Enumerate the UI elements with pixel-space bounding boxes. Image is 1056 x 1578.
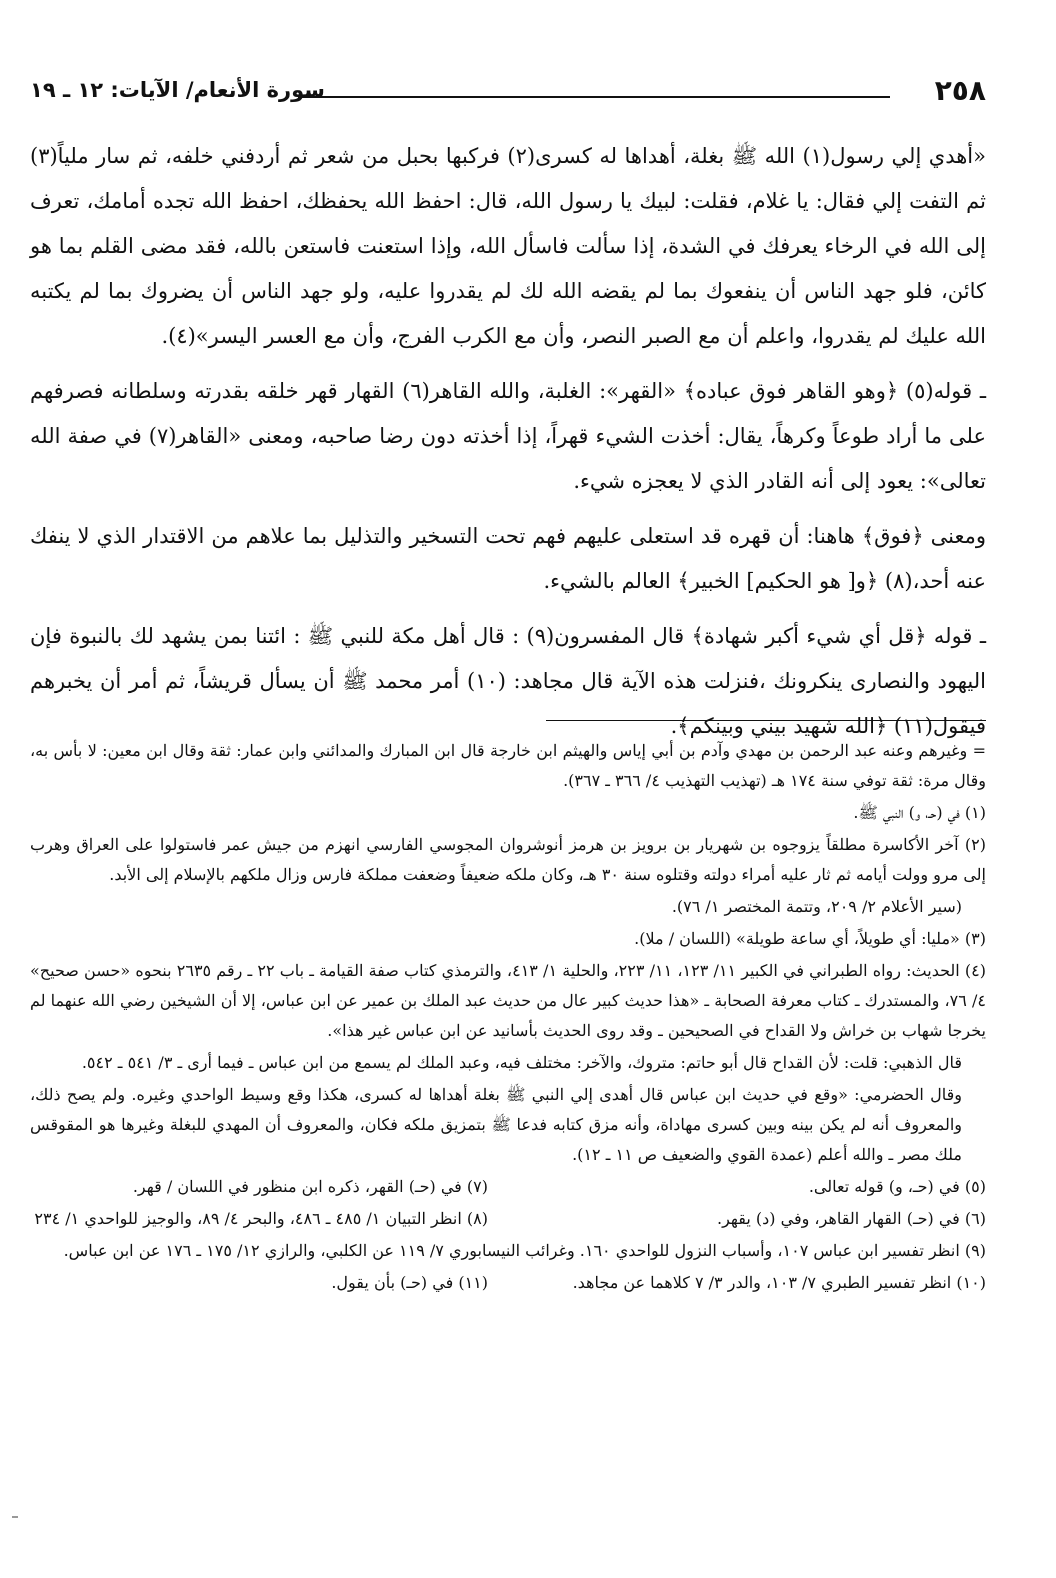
paragraph-qahir: ـ قوله(٥) ﴿وهو القاهر فوق عباده﴾ «القهر»: الغلبة، والله القاهر(٦) القهار قهر خلقه بقدرته وسلطانه فصرفهم على ما أراد طوعاً وكرهاً، يقال: أخذت الشيء قهراً، إذا أخذته دون رضا صاحبه، ومعنى «القاهر(٧) في صفة الله تعالى»: يعود إلى أنه القادر الذي لا يعجزه شيء. (30, 379, 986, 493)
footnote-10: (١٠) انظر تفسير الطبري ٧/ ١٠٣، والدر ٣/ ٧ كلاهما عن مجاهد. (572, 1273, 986, 1292)
paragraph-fawq: ومعنى ﴿فوق﴾ هاهنا: أن قهره قد استعلى عليهم فهم تحت التسخير والتذليل بما علاهم من الاقتدار الذي لا ينفك عنه أحد،(٨) ﴿و[ هو الحكيم] الخبير﴾ العالم بالشيء. (30, 524, 986, 593)
footnote-4-hadrami: وقال الحضرمي: «وقع في حديث ابن عباس قال أهدى إلي النبي ﷺ بغلة أهداها له كسرى، هكذا وقع وسيط الواحدي وغيره. ولم يصح ذلك، والمعروف أنه لم يكن بينه وبين كسرى مهاداة، وأنه مزق كتابه فدعا ﷺ بتمزيق ملكه فكان، والمعروف أن المهدي للبغلة وغيرها هو المقوقس ملك مصر ـ والله أعلم (عمدة القوي والضعيف ص ١١ ـ ١٢). (30, 1085, 962, 1164)
paragraph-hadith: «أهدي إلي رسول(١) الله ﷺ بغلة، أهداها له كسرى(٢) فركبها بحبل من شعر ثم أردفني خلفه، ثم سار ملياً(٣) ثم التفت إلي فقال: يا غلام، فقلت: لبيك يا رسول الله، قال: احفظ الله يحفظك، احفظ الله تجده أمامك، تعرف إلى الله في الرخاء يعرفك في الشدة، إذا سألت فاسأل الله، وإذا استعنت فاستعن بالله، فقد مضى القلم بما هو كائن، فلو جهد الناس أن ينفعوك بما لم يقضه الله لك لم يقدروا عليه، ولو جهد الناس أن يضروك بما لم يكتبه الله عليك لم يقدروا، واعلم أن مع الصبر النصر، وأن مع الكرب الفرج، وأن مع العسر اليسر»(٤). (30, 144, 986, 348)
footnote-5: (٥) في (حـ، و) قوله تعالى. (808, 1177, 986, 1196)
running-title: سورة الأنعام/ الآيات: ١٢ ـ ١٩ (30, 78, 325, 102)
footnote-row-6-8 (30, 1204, 986, 1234)
paragraph-shahada: ـ قوله ﴿قل أي شيء أكبر شهادة﴾ قال المفسرون(٩) : قال أهل مكة للنبي ﷺ : ائتنا بمن يشهد لك بالنبوة فإن اليهود والنصارى ينكرونك ،فنزلت هذه الآية قال مجاهد: (١٠) أمر محمد ﷺ أن يسأل قريشاً، ثم أمر أن يخبرهم فيقول(١١) ﴿الله شهيد بيني وبينكم﴾. (30, 624, 986, 738)
footnote-2: (٢) آخر الأكاسرة مطلقاً يزوجوه بن شهريار بن برويز بن هرمز أنوشروان المجوسي الفارسي انهزم من جيش عمر فاستولوا على العراق وهرب إلى مرو وولت أيامه ثم ثار عليه أمراء دولته وقتلوه سنة ٣٠ هـ، وكان ملكه ضعيفاً وضعفت مملكة فارس وزال ملكهم بالإسلام إلى الأبد. (30, 835, 986, 884)
footnote-3: (٣) «مليا: أي طويلاً، أي ساعة طويلة» (اللسان / ملا). (634, 929, 986, 948)
footnote-4-dhahabi: قال الذهبي: قلت: لأن القداح قال أبو حاتم: متروك، والآخر: مختلف فيه، وعبد الملك لم يسمع من ابن عباس ـ فيما أرى ـ ٣/ ٥٤١ ـ ٥٤٢. (81, 1053, 962, 1072)
footnote-1: (١) في (حـ، و) النبي ﷺ. (853, 803, 986, 822)
footnote-8: (٨) انظر التبيان ١/ ٤٨٥ ـ ٤٨٦، والبحر ٤/ ٨٩، والوجيز للواحدي ١/ ٢٣٤ (34, 1209, 488, 1228)
main-text (30, 134, 986, 759)
footnote-row-5-7 (30, 1172, 986, 1202)
scan-mark (12, 1516, 18, 1518)
footnote-11: (١١) في (حـ) بأن يقول. (331, 1273, 488, 1292)
page-header (30, 68, 986, 108)
footnote-row-10-11 (30, 1268, 986, 1298)
footnote-continuation: = وغيرهم وعنه عبد الرحمن بن مهدي وآدم بن أبي إياس والهيثم ابن خارجة قال ابن المبارك والمدائني وابن عمار: ثقة وقال ابن معين: لا بأس به، وقال مرة: ثقة توفي سنة ١٧٤ هـ (تهذيب التهذيب ٤/ ٣٦٦ ـ ٣٦٧). (30, 741, 986, 790)
header-rule (298, 96, 890, 98)
page-number: ٢٥٨ (934, 74, 986, 107)
footnote-9: (٩) انظر تفسير ابن عباس ١٠٧، وأسباب النزول للواحدي ١٦٠. وغرائب النيسابوري ٧/ ١١٩ عن الكلبي، والرازي ١٢/ ١٧٥ ـ ١٧٦ عن ابن عباس. (63, 1241, 986, 1260)
footnote-7: (٧) في (حـ) القهر، ذكره ابن منظور في اللسان / قهر. (132, 1177, 488, 1196)
footnote-6: (٦) في (حـ) القهار القاهر، وفي (د) يقهر. (717, 1209, 986, 1228)
footnote-4: (٤) الحديث: رواه الطبراني في الكبير ١١/ ١٢٣، ١١/ ٢٢٣، والحلية ١/ ٤١٣، والترمذي كتاب صفة القيامة ـ باب ٢٢ ـ رقم ٢٦٣٥ بنحوه «حسن صحيح» ٤/ ٧٦، والمستدرك ـ كتاب معرفة الصحابة ـ «هذا حديث كبير عال من حديث عبد الملك بن عمير عن ابن عباس، إلا أن الشيخين رضي الله عنهما لم يخرجا شهاب بن خراش ولا القداح في الصحيحين ـ وقد روى الحديث بأسانيد عن ابن عباس غير هذا». (30, 961, 986, 1040)
footnotes (30, 736, 986, 1300)
footnote-divider (546, 720, 986, 721)
footnote-2-source: (سير الأعلام ٢/ ٢٠٩، وتتمة المختصر ١/ ٧٦). (671, 897, 962, 916)
